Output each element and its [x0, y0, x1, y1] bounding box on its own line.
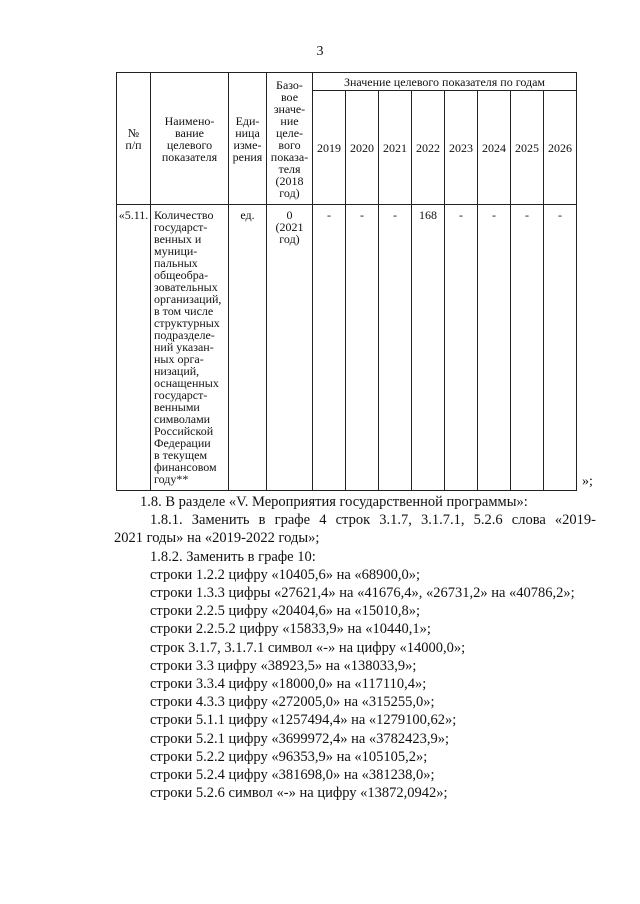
list-item: строк 3.1.7, 3.1.7.1 символ «-» на цифру «14000,0»; — [150, 639, 466, 656]
header-base: Базо- вое значе- ние целе- вого показа- теля (2018 год) — [267, 73, 313, 205]
table-row — [117, 205, 577, 491]
paragraph-1-8-1-line1: 1.8.1. Заменить в графе 4 строк 3.1.7, 3.1.7.1, 5.2.6 слова «2019- — [150, 512, 596, 529]
closing-quote: »; — [582, 474, 593, 489]
list-item: строки 5.2.4 цифру «381698,0» на «381238,0»; — [150, 767, 435, 784]
header-year: 2024 — [478, 91, 511, 205]
row-value: - — [544, 205, 577, 491]
row-unit: ед. — [229, 205, 267, 491]
list-item: строки 1.2.2 цифру «10405,6» на «68900,0»; — [150, 566, 421, 583]
row-value: - — [346, 205, 379, 491]
header-unit: Еди- ница изме- рения — [229, 73, 267, 205]
header-year: 2025 — [511, 91, 544, 205]
row-value: - — [511, 205, 544, 491]
header-num: № п/п — [117, 73, 151, 205]
list-item: строки 2.2.5 цифру «20404,6» на «15010,8»; — [150, 603, 421, 620]
list-item: строки 5.1.1 цифру «1257494,4» на «1279100,62»; — [150, 712, 457, 729]
list-item: строки 3.3.4 цифру «18000,0» на «117110,4»; — [150, 676, 427, 693]
list-item: строки 5.2.6 символ «-» на цифру «13872,0942»; — [150, 785, 448, 802]
row-base: 0 (2021 год) — [267, 205, 313, 491]
page-number: 3 — [316, 44, 324, 59]
header-years-group: Значение целевого показателя по годам — [313, 73, 577, 91]
paragraph-1-8-2: 1.8.2. Заменить в графе 10: — [150, 548, 316, 565]
header-year: 2019 — [313, 91, 346, 205]
header-year: 2020 — [346, 91, 379, 205]
paragraph-1-8: 1.8. В разделе «V. Мероприятия государственной программы»: — [140, 494, 528, 510]
paragraph-1-8-1-line2: 2021 годы» на «2019-2022 годы»; — [114, 530, 320, 547]
row-num: «5.11. — [117, 205, 151, 491]
row-value: 168 — [412, 205, 445, 491]
list-item: строки 4.3.3 цифру «272005,0» на «315255,0»; — [150, 694, 435, 711]
row-name: Количество государст- венных и муници- пальных общеобра- зовательных организаций, в том числе структурных подразделе- ний указан- ных орга- низаций, оснащенных государст- венными символами Российской Федерации в текущем финансовом году** — [151, 205, 229, 491]
row-value: - — [379, 205, 412, 491]
header-year: 2023 — [445, 91, 478, 205]
target-indicator-table — [116, 72, 577, 491]
header-name: Наимено- вание целевого показателя — [151, 73, 229, 205]
header-year: 2026 — [544, 91, 577, 205]
header-year: 2021 — [379, 91, 412, 205]
header-year: 2022 — [412, 91, 445, 205]
list-item: строки 5.2.1 цифру «3699972,4» на «3782423,9»; — [150, 730, 450, 747]
row-value: - — [313, 205, 346, 491]
row-value: - — [478, 205, 511, 491]
list-item: строки 1.3.3 цифры «27621,4» на «41676,4», «26731,2» на «40786,2»; — [150, 585, 575, 602]
list-item: строки 5.2.2 цифру «96353,9» на «105105,2»; — [150, 748, 428, 765]
list-item: строки 3.3 цифру «38923,5» на «138033,9»; — [150, 657, 417, 674]
amendment-text — [114, 493, 596, 802]
list-item: строки 2.2.5.2 цифру «15833,9» на «10440,1»; — [150, 621, 431, 638]
row-value: - — [445, 205, 478, 491]
